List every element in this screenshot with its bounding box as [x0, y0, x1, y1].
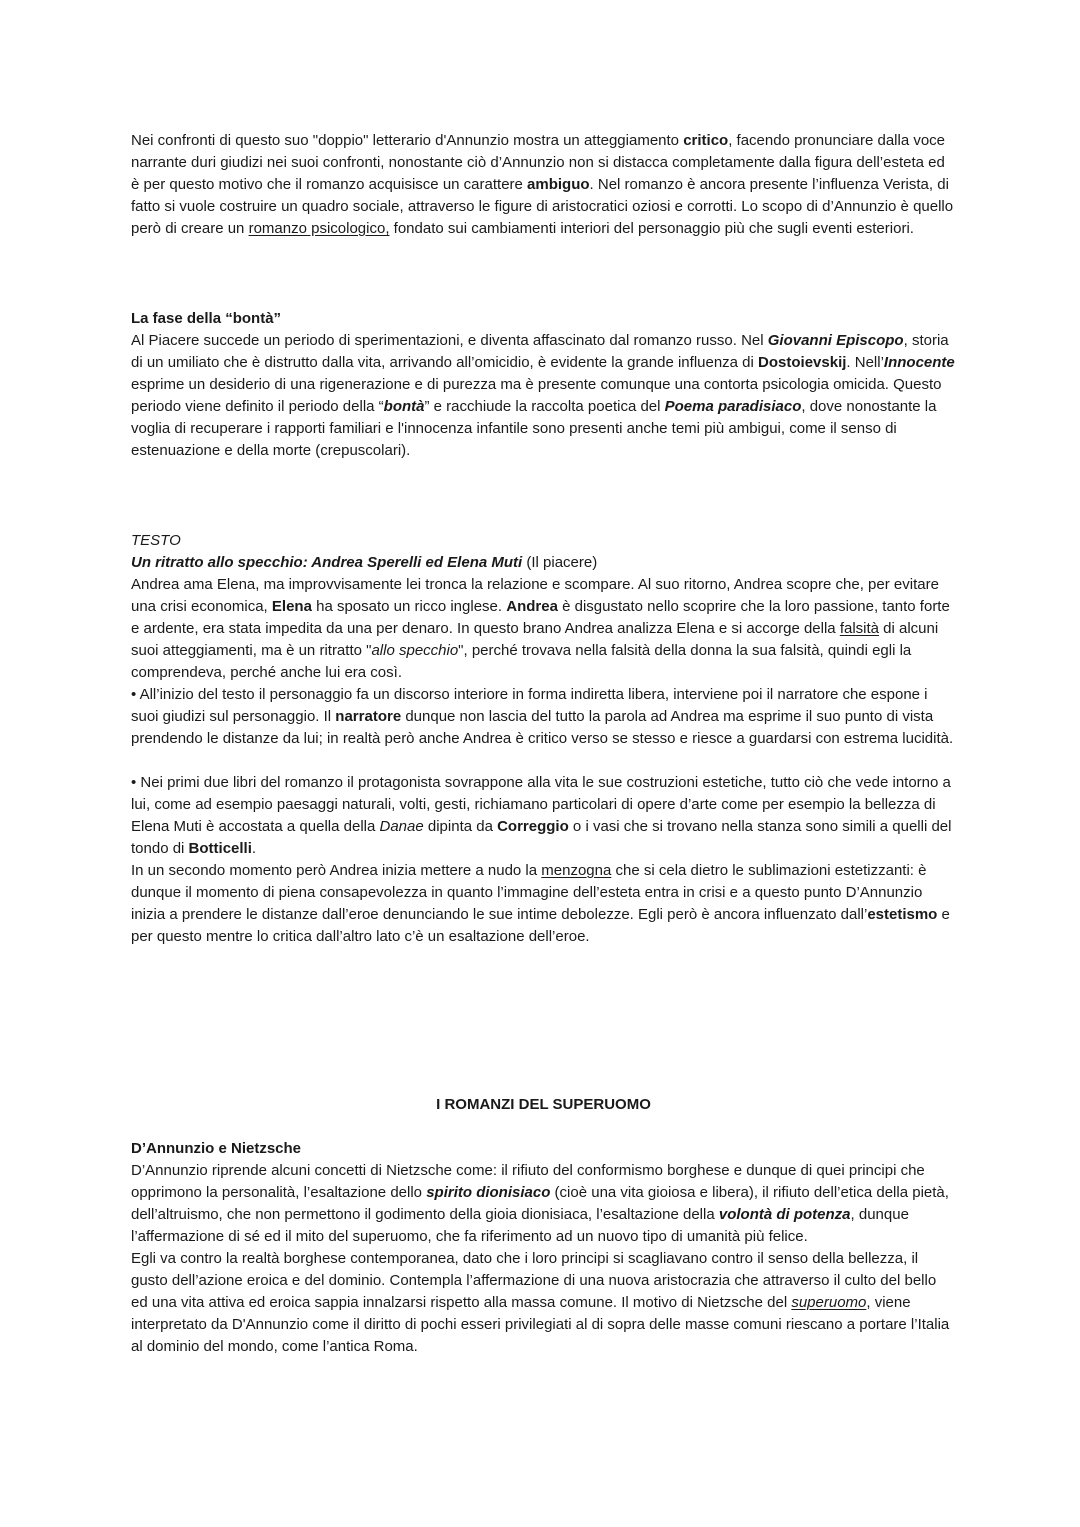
- nietzsche-heading: D’Annunzio e Nietzsche: [131, 1140, 302, 1157]
- text-run: ha sposato un ricco inglese.: [311, 598, 507, 615]
- nietzsche-paragraph-2: [131, 1248, 956, 1358]
- emphasis-text: Danae: [379, 818, 424, 835]
- text-run: • Nei primi due libri del romanzo il protagonista sovrappone alla vita le sue costruzioni estetiche, tutto ciò che vede intorno a lui, come ad esempio paesaggi naturali, volti, gesti, richiamano particolari di opere d’arte come per esempio la bellezza di Elena Muti è accostata a quella della: [131, 774, 951, 835]
- text-run: D’Annunzio riprende alcuni concetti di Nietzsche come: il rifiuto del conformismo borghese e dunque di quei principi che opprimono la personalità, l’esaltazione dello: [131, 1162, 925, 1201]
- emphasis-text: narratore: [335, 708, 402, 725]
- testo-paragraph-2: [131, 684, 956, 750]
- text-run: è disgustato nello scoprire che la loro passione, tanto forte e ardente, era stata impedita da una per denaro. In questo brano Andrea analizza Elena e si accorge della: [131, 598, 950, 637]
- superuomo-section: [131, 1094, 956, 1358]
- text-run: , facendo pronunciare dalla voce narrante duri giudizi nei suoi confronti, nonostante ciò d’Annunzio non si distacca completamente dalla figura dell’esteta ed è per questo motivo che il romanzo acquisisce un carattere: [131, 132, 946, 193]
- text-run: dunque non lascia del tutto la parola ad Andrea ma esprime il suo punto di vista prendendo le distanze da lui; in realtà però anche Andrea è critico verso se stesso e riesce a guardarsi con estrema lucidità.: [131, 708, 954, 747]
- testo-section: [131, 530, 956, 948]
- testo-label-text: TESTO: [131, 532, 181, 549]
- text-run: Egli va contro la realtà borghese contemporanea, dato che i loro principi si scagliavano contro il senso della bellezza, il gusto dell’azione eroica e del dominio. Contempla l’affermazione di una nuova aristocrazia che attraverso il culto del bello ed una vita attiva ed eroica sappia innalzarsi rispetto alla massa comune. Il motivo di Nietzsche del: [131, 1250, 937, 1311]
- nietzsche-paragraph-1: [131, 1160, 956, 1248]
- testo-label: [131, 530, 956, 552]
- emphasis-text: Dostoievskij: [758, 354, 847, 371]
- testo-title: Un ritratto allo specchio: Andrea Sperelli ed Elena Muti: [131, 554, 523, 571]
- text-run: Nei confronti di questo suo "doppio" letterario d'Annunzio mostra un atteggiamento: [131, 132, 684, 149]
- text-run: . Nel romanzo è ancora presente l’influenza Verista, di fatto si vuole costruire un quadro sociale, attraverso le figure di aristocratici oziosi e corrotti. Lo scopo di d’Annunzio è quello però di creare un: [131, 176, 954, 237]
- testo-paragraph-4: [131, 860, 956, 948]
- text-run: che si cela dietro le sublimazioni estetizzanti: è dunque il momento di piena consapevolezza in quanto l’immagine dell’esteta entra in crisi e a questo punto D’Annunzio inizia a prendere le distanze dall’eroe denunciando le sue intime debolezze. Egli però è ancora influenzato dall’: [131, 862, 927, 923]
- text-run: esprime un desiderio di una rigenerazione e di purezza ma è presente comunque una contorta psicologia omicida. Questo periodo viene definito il periodo della “: [131, 376, 942, 415]
- emphasis-text: Poema paradisiaco: [664, 398, 802, 415]
- emphasis-text: bontà: [383, 398, 425, 415]
- text-run: . Nell’: [846, 354, 884, 371]
- testo-paragraph-3: [131, 772, 956, 860]
- intro-section: [131, 130, 956, 240]
- emphasis-text: Andrea: [506, 598, 558, 615]
- text-run: o i vasi che si trovano nella stanza sono simili a quelli del tondo di: [131, 818, 952, 857]
- emphasis-text: Botticelli: [188, 840, 252, 857]
- text-run: ", perché trovava nella falsità della donna la sua falsità, quindi egli la comprendeva, perché anche lui era così.: [131, 642, 912, 681]
- bonta-section: [131, 308, 956, 462]
- emphasis-text: romanzo psicologico,: [248, 220, 390, 237]
- emphasis-text: menzogna: [541, 862, 612, 879]
- text-run: , viene interpretato da D'Annunzio come il diritto di pochi esseri privilegiati al di sopra delle masse comuni riescano a portare l’Italia al dominio del mondo, come l’antica Roma.: [131, 1294, 950, 1355]
- testo-paragraph-1: [131, 574, 956, 684]
- emphasis-text: Innocente: [883, 354, 955, 371]
- intro-paragraph: [131, 130, 956, 240]
- bonta-heading: La fase della “bontà”: [131, 310, 282, 327]
- emphasis-text: allo specchio: [371, 642, 459, 659]
- emphasis-text: volontà di potenza: [718, 1206, 851, 1223]
- emphasis-text: Elena: [271, 598, 312, 615]
- emphasis-text: spirito dionisiaco: [426, 1184, 551, 1201]
- emphasis-text: estetismo: [867, 906, 938, 923]
- testo-heading: [131, 552, 956, 574]
- text-run: , dove nonostante la voglia di recuperare i rapporti familiari e l'innocenza infantile sono presenti anche temi più ambigui, come il senso di estenuazione e della morte (crepuscolari).: [131, 398, 937, 459]
- text-run: ” e racchiude la raccolta poetica del: [424, 398, 665, 415]
- text-run: (cioè una vita gioiosa e libera), il rifiuto dell’etica della pietà, dell’altruismo, che non permettono il godimento della gioia dionisiaca, l’esaltazione della: [131, 1184, 949, 1223]
- text-run: • All’inizio del testo il personaggio fa un discorso interiore in forma indiretta libera, interviene poi il narratore che espone i suoi giudizi sul personaggio. Il: [131, 686, 928, 725]
- testo-title-suffix: (Il piacere): [522, 554, 598, 571]
- emphasis-text: superuomo: [791, 1294, 867, 1311]
- emphasis-text: Correggio: [497, 818, 569, 835]
- text-run: di alcuni suoi atteggiamenti, ma è un ritratto ": [131, 620, 939, 659]
- bonta-paragraph: [131, 330, 956, 462]
- text-run: .: [251, 840, 257, 857]
- emphasis-text: Giovanni Episcopo: [767, 332, 904, 349]
- emphasis-text: ambiguo: [527, 176, 590, 193]
- text-run: Andrea ama Elena, ma improvvisamente lei tronca la relazione e scompare. Al suo ritorno, Andrea scopre che, per evitare una crisi economica,: [131, 576, 939, 615]
- superuomo-section-title: I ROMANZI DEL SUPERUOMO: [436, 1096, 651, 1113]
- text-run: , storia di un umiliato che è distrutto dalla vita, arrivando all’omicidio, è evidente la grande influenza di: [131, 332, 949, 371]
- text-run: dipinta da: [423, 818, 498, 835]
- emphasis-text: falsità: [839, 620, 879, 637]
- text-run: fondato sui cambiamenti interiori del personaggio più che sugli eventi esteriori.: [389, 220, 914, 237]
- text-run: e per questo mentre lo critica dall’altro lato c’è un esaltazione dell’eroe.: [131, 906, 950, 945]
- text-run: , dunque l’affermazione di sé ed il mito del superuomo, che fa riferimento ad un nuovo tipo di umanità più felice.: [131, 1206, 909, 1245]
- text-run: In un secondo momento però Andrea inizia mettere a nudo la: [131, 862, 542, 879]
- text-run: Al Piacere succede un periodo di sperimentazioni, e diventa affascinato dal romanzo russo. Nel: [131, 332, 768, 349]
- emphasis-text: critico: [683, 132, 729, 149]
